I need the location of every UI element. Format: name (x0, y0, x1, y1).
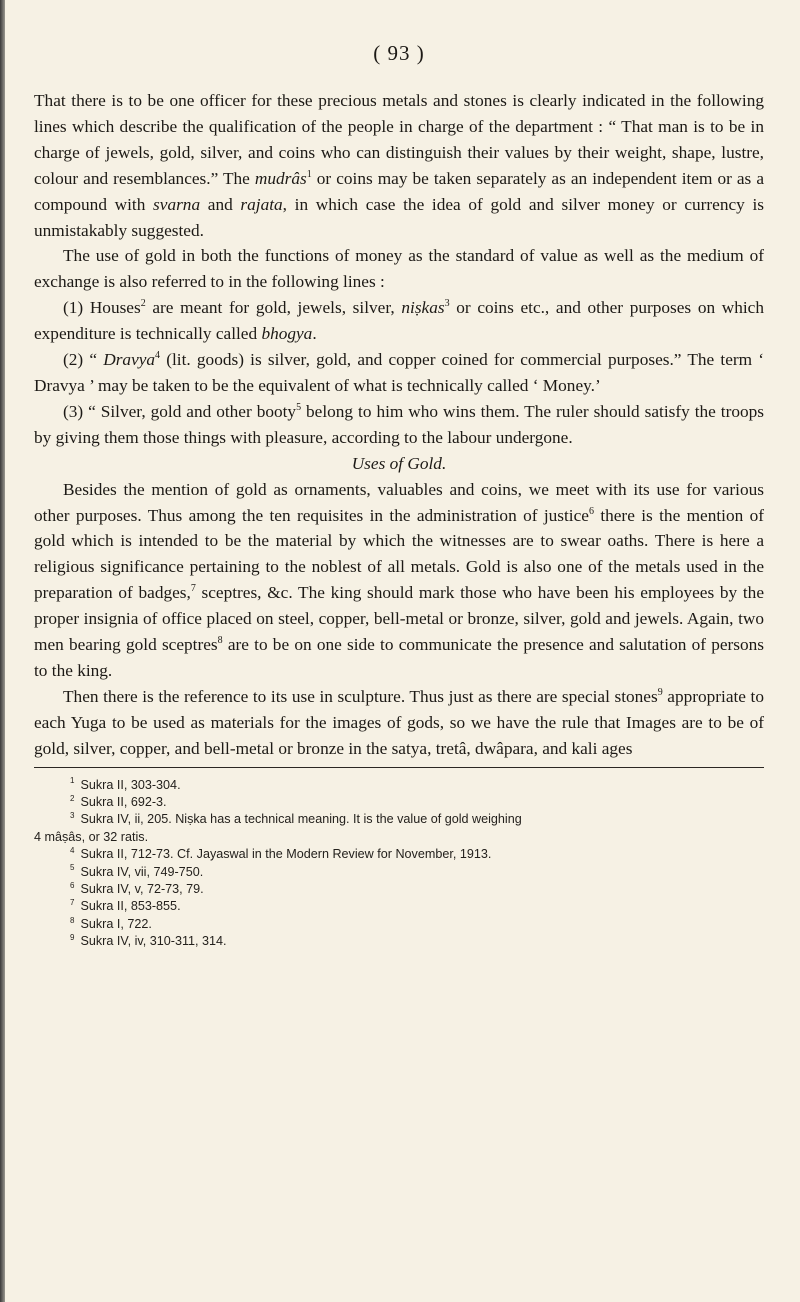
paragraph-1: That there is to be one officer for these precious metals and stones is clearly indicated in the following lines which describe the qualification of the people in charge of the department : “ That man is to be in charge of jewels, gold, silver, and coins who can distinguish their values by their weight, shape, lustre, colour and resemblances.” The mudrâs$^1$ or coins may be taken separately as an independent item or as a compound with svarna and rajata, in which case the idea of gold and silver money or currency is unmistakably suggested. (34, 91, 765, 240)
footnote: $^2$ Sukra II, 692-3. (70, 793, 167, 809)
list-item-2: (2) “ Dravya$^4$ (lit. goods) is silver, gold, and copper coined for commercial purposes.” The term ‘ Dravya ’ may be taken to be the equivalent of what is technically called ‘ Money.’ (34, 350, 765, 395)
page-edge (0, 0, 5, 1302)
page (34, 0, 764, 951)
footnote-continuation: 4 mâṣâs, or 32 ratis. (34, 829, 149, 844)
footnote: $^6$ Sukra IV, v, 72-73, 79. (70, 880, 204, 896)
main-text (34, 88, 764, 762)
footnote: $^7$ Sukra II, 853-855. (70, 898, 181, 914)
list-item-1: (1) Houses$^2$ are meant for gold, jewels, silver, niṣkas$^3$ or coins etc., and other purposes on which expenditure is technically called bhogya. (34, 298, 764, 344)
paragraph-2: The use of gold in both the functions of money as the standard of value as well as the medium of exchange is also referred to in the following lines : (34, 246, 764, 292)
footnote: $^3$ Sukra IV, ii, 205. Niṣka has a technical meaning. It is the value of gold weighing (70, 811, 522, 827)
paragraph-3: Besides the mention of gold as ornaments, valuables and coins, we meet with its use for various other purposes. Thus among the ten requisites in the administration of justice$^6$ there is the mention of gold which is intended to be the material by which the witnesses are to swear oaths. There is here a religious significance pertaining to the noblest of all metals. Gold is also one of the metals used in the preparation of badges,$^7$ sceptres, &c. The king should mark those who have been his employees by the proper insignia of office placed on steel, copper, bell-metal or bronze, silver, gold and jewels. Again, two men bearing gold sceptres$^8$ are to be on one side to communicate the presence and salutation of persons to the king. (34, 479, 765, 680)
footnote: $^9$ Sukra IV, iv, 310-311, 314. (70, 933, 227, 949)
paragraph-4: Then there is the reference to its use in sculpture. Thus just as there are special stones$^9$ appropriate to each Yuga to be used as materials for the images of gods, so we have the rule that Images are to be of gold, silver, copper, and bell-metal or bronze in the satya, tretâ, dwâpara, and kali ages (34, 686, 764, 758)
list-item-3: (3) “ Silver, gold and other booty$^5$ belong to him who wins them. The ruler should satisfy the troops by giving them those things with pleasure, according to the labour undergone. (34, 401, 765, 447)
footnote: $^8$ Sukra I, 722. (70, 915, 152, 931)
footnote: $^1$ Sukra II, 303-304. (70, 776, 181, 792)
footnotes (34, 777, 764, 951)
footnote: $^5$ Sukra IV, vii, 749-750. (70, 863, 204, 879)
footnote-rule (34, 767, 764, 768)
footnote: $^4$ Sukra II, 712-73. Cf. Jayaswal in the Modern Review for November, 1913. (70, 846, 492, 862)
section-heading: Uses of Gold. (351, 453, 447, 473)
page-number: ( 93 ) (373, 41, 425, 65)
